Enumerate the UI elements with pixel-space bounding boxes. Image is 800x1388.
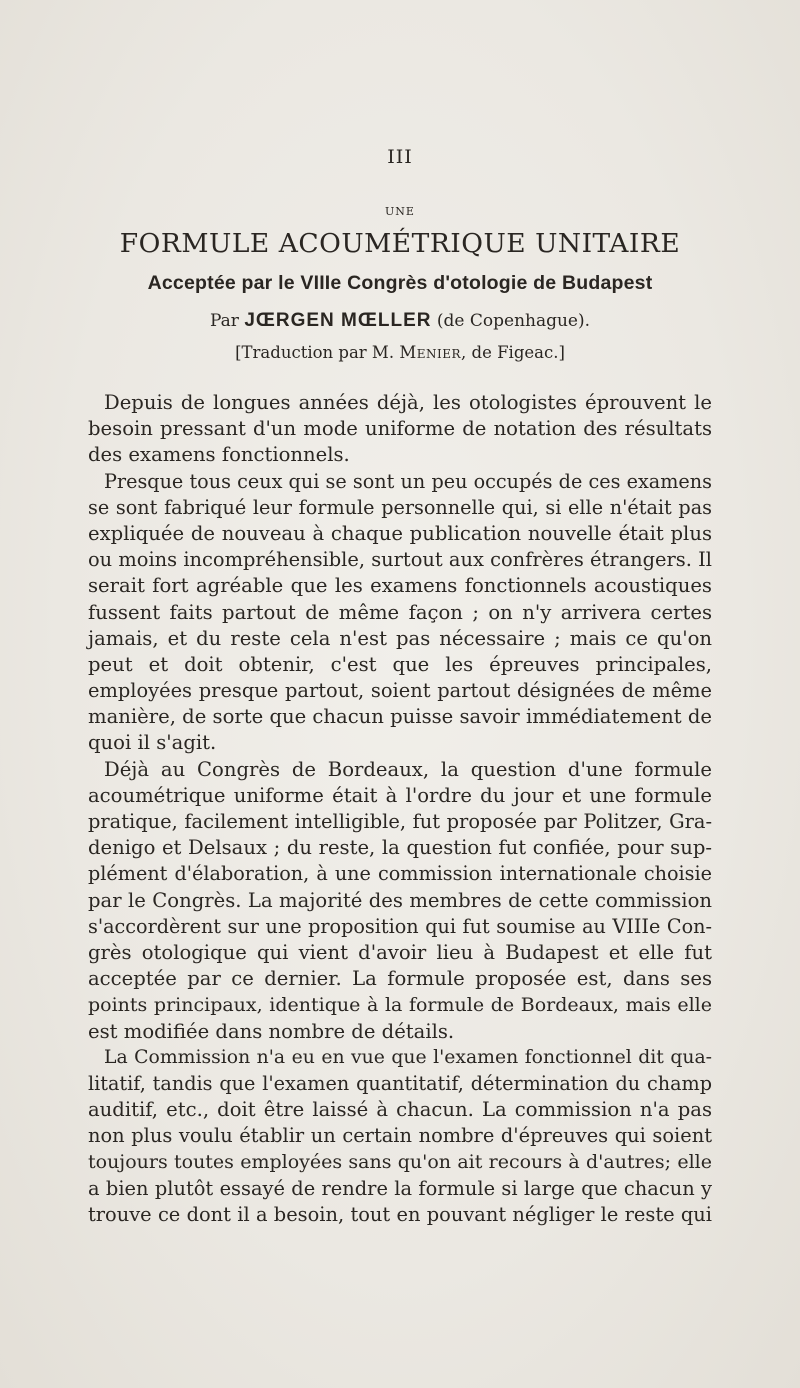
text-line: plément d'élaboration, à une commission internationale choisie <box>88 862 712 886</box>
text-line: besoin pressant d'un mode uniforme de notation des résultats <box>88 417 712 441</box>
text-line: par le Congrès. La majorité des membres de cette commission <box>88 888 712 912</box>
text-line: acoumétrique uniforme était à l'ordre du jour et une formule <box>88 783 712 807</box>
text-line: a bien plutôt essayé de rendre la formule si large que chacun y <box>88 1176 712 1200</box>
text-line: est modifiée dans nombre de détails. <box>88 1019 455 1043</box>
text-line: litatif, tandis que l'examen quantitatif, détermination du champ <box>88 1071 712 1095</box>
translator-name: Menier <box>399 343 462 362</box>
text-line: Depuis de longues années déjà, les otologistes éprouvent le <box>104 391 712 414</box>
text-line: serait fort agréable que les examens fonctionnels acoustiques <box>88 574 712 598</box>
translation-prefix: [Traduction par M. <box>235 343 400 362</box>
chapter-number: III <box>387 146 413 168</box>
text-line: employées presque partout, soient partout désignées de même <box>88 679 712 703</box>
subtitle: Acceptée par le VIIIe Congrès d'otologie de Budapest <box>147 272 653 294</box>
text-line: quoi il s'agit. <box>88 731 217 755</box>
translation-credit <box>0 343 800 362</box>
title-prefix: UNE <box>385 205 415 218</box>
text-line: denigo et Delsaux ; du reste, la question fut confiée, pour sup- <box>88 836 712 860</box>
author-affiliation: (de Copenhague). <box>431 311 591 331</box>
text-line: s'accordèrent sur une proposition qui fut soumise au VIIIe Con- <box>88 914 712 938</box>
text-line: manière, de sorte que chacun puisse savoir immédiatement de <box>88 705 712 729</box>
author-prefix: Par <box>209 311 245 331</box>
text-line: peut et doit obtenir, c'est que les épreuves principales, <box>88 652 712 676</box>
text-line: trouve ce dont il a besoin, tout en pouvant négliger le reste qui <box>88 1202 712 1226</box>
text-line: jamais, et du reste cela n'est pas nécessaire ; mais ce qu'on <box>88 626 712 650</box>
author-line <box>0 310 800 332</box>
text-line: La Commission n'a eu en vue que l'examen fonctionnel dit qua- <box>104 1046 712 1068</box>
text-line: acceptée par ce dernier. La formule proposée est, dans ses <box>88 967 712 991</box>
translation-suffix: , de Figeac.] <box>461 343 565 362</box>
author-name: JŒRGEN MŒLLER <box>244 310 432 331</box>
text-line: toujours toutes employées sans qu'on ait recours à d'autres; elle <box>88 1151 712 1174</box>
text-line: grès otologique qui vient d'avoir lieu à Budapest et elle fut <box>88 940 712 964</box>
text-line: points principaux, identique à la formule de Bordeaux, mais elle <box>88 994 712 1017</box>
text-line: Presque tous ceux qui se sont un peu occupés de ces examens <box>104 469 712 493</box>
body-text <box>88 390 712 1228</box>
text-line: expliquée de nouveau à chaque publication nouvelle était plus <box>88 521 712 545</box>
text-line: fussent faits partout de même façon ; on n'y arrivera certes <box>88 600 712 624</box>
text-line: non plus voulu établir un certain nombre d'épreuves qui soient <box>88 1124 712 1148</box>
page-title: FORMULE ACOUMÉTRIQUE UNITAIRE <box>119 228 681 259</box>
text-line: ou moins incompréhensible, surtout aux confrères étrangers. Il <box>88 548 712 572</box>
text-line: des examens fonctionnels. <box>88 443 350 467</box>
text-line: auditif, etc., doit être laissé à chacun. La commission n'a pas <box>88 1098 712 1122</box>
text-line: pratique, facilement intelligible, fut proposée par Politzer, Gra- <box>88 810 712 833</box>
text-line: Déjà au Congrès de Bordeaux, la question d'une formule <box>104 757 712 781</box>
text-line: se sont fabriqué leur formule personnelle qui, si elle n'était pas <box>88 495 712 519</box>
